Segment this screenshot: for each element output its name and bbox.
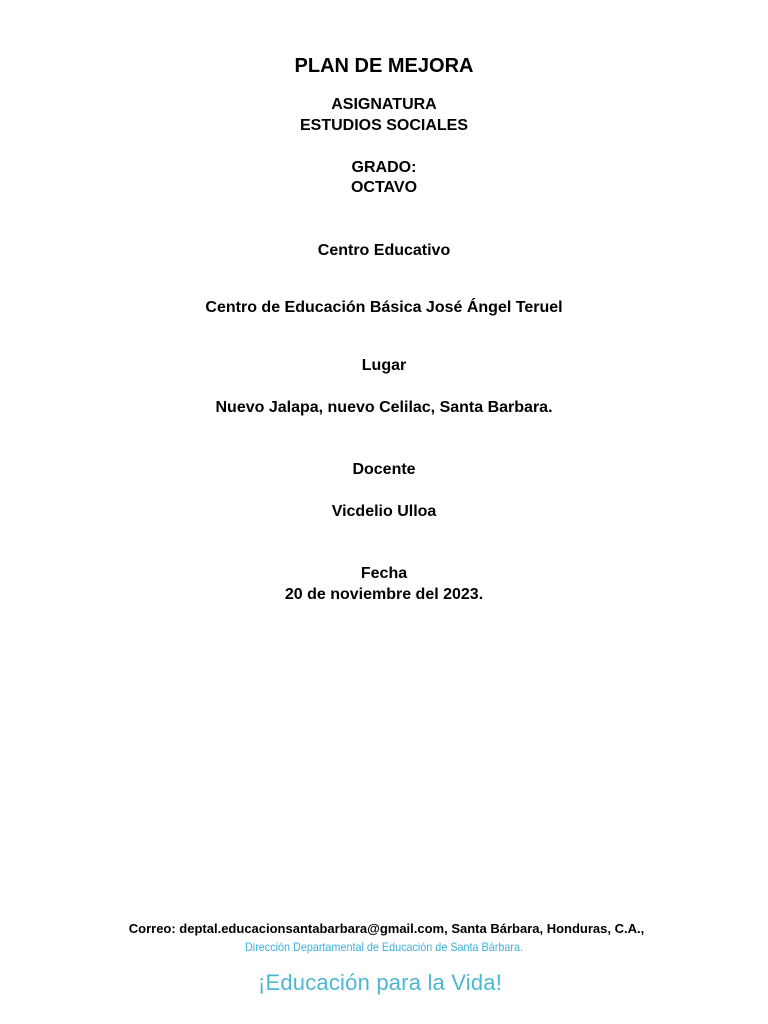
grade-value: OCTAVO — [350, 179, 418, 196]
footer-department-line: Dirección Departamental de Educación de Santa Bárbara. — [245, 940, 523, 954]
subject-label: ASIGNATURA — [331, 96, 437, 113]
document-title: PLAN DE MEJORA — [294, 55, 474, 77]
school-value: Centro de Educación Básica José Ángel Teruel — [205, 299, 563, 316]
date-label: Fecha — [360, 565, 408, 582]
school-label: Centro Educativo — [317, 242, 451, 259]
footer-tagline-logo: ¡Educación para la Vida! — [257, 970, 503, 995]
teacher-value: Vicdelio Ulloa — [331, 503, 437, 520]
date-value: 20 de noviembre del 2023. — [284, 586, 484, 603]
footer-email-line: Correo: deptal.educacionsantabarbara@gmail.com, Santa Bárbara, Honduras, C.A., — [128, 921, 645, 936]
teacher-label: Docente — [352, 461, 416, 478]
place-value: Nuevo Jalapa, nuevo Celilac, Santa Barbara. — [215, 399, 553, 416]
subject-value: ESTUDIOS SOCIALES — [299, 117, 469, 134]
grade-label: GRADO: — [351, 159, 417, 176]
place-label: Lugar — [361, 357, 407, 374]
